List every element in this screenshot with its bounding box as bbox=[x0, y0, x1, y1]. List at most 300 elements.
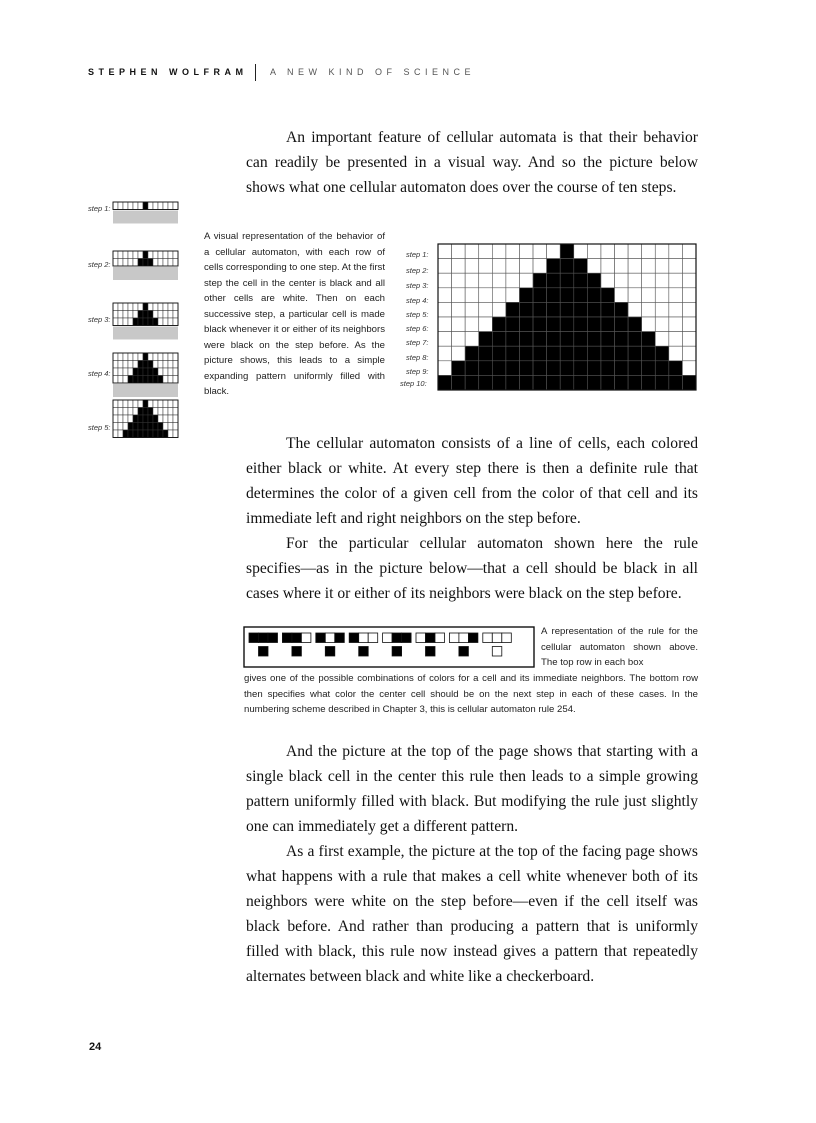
white-cell bbox=[173, 361, 178, 369]
white-cell bbox=[123, 303, 128, 311]
black-cell bbox=[465, 361, 479, 376]
black-cell bbox=[335, 633, 345, 643]
black-cell bbox=[587, 273, 601, 288]
black-cell bbox=[547, 259, 561, 274]
white-cell bbox=[128, 303, 133, 311]
white-cell bbox=[113, 251, 118, 259]
black-cell bbox=[492, 332, 506, 347]
white-cell bbox=[669, 332, 683, 347]
black-cell bbox=[615, 375, 629, 390]
rule-case-icon bbox=[416, 633, 445, 656]
black-cell bbox=[615, 361, 629, 376]
black-cell bbox=[587, 361, 601, 376]
evolution-grid bbox=[438, 244, 696, 390]
black-cell bbox=[492, 361, 506, 376]
white-cell bbox=[655, 273, 669, 288]
white-cell bbox=[655, 302, 669, 317]
white-cell bbox=[118, 353, 123, 361]
white-cell bbox=[113, 408, 118, 416]
black-cell bbox=[143, 251, 148, 259]
black-cell bbox=[138, 318, 143, 326]
body-rule-description bbox=[246, 431, 698, 606]
black-cell bbox=[492, 375, 506, 390]
black-cell bbox=[143, 408, 148, 416]
white-cell bbox=[123, 368, 128, 376]
black-cell bbox=[465, 375, 479, 390]
black-cell bbox=[143, 318, 148, 326]
black-cell bbox=[292, 633, 302, 643]
white-cell bbox=[438, 259, 452, 274]
black-cell bbox=[138, 423, 143, 431]
white-cell bbox=[655, 288, 669, 303]
white-cell bbox=[168, 408, 173, 416]
caption-evolution: A visual representation of the behavior of a cellular automaton, with each row of cells corresponding to one step. At the first step the cell in the center is black and all other cells are white. Then on each successive step, a particular cell is made black whenever it or either of its neighbors were black on the step before. As the picture shows, this leads to a simple expanding pattern uniformly filled with black. bbox=[204, 231, 385, 397]
white-cell bbox=[173, 202, 178, 210]
white-cell bbox=[153, 361, 158, 369]
white-cell bbox=[118, 408, 123, 416]
black-cell bbox=[574, 259, 588, 274]
white-cell bbox=[438, 346, 452, 361]
black-cell bbox=[655, 375, 669, 390]
black-cell bbox=[133, 376, 138, 384]
white-cell bbox=[465, 273, 479, 288]
white-cell bbox=[153, 251, 158, 259]
white-cell bbox=[682, 244, 696, 259]
black-cell bbox=[560, 273, 574, 288]
white-cell bbox=[173, 311, 178, 319]
rule-case-icon bbox=[483, 633, 512, 656]
white-cell bbox=[173, 303, 178, 311]
rule-icons bbox=[244, 627, 534, 667]
white-cell bbox=[148, 251, 153, 259]
white-cell bbox=[465, 302, 479, 317]
white-cell bbox=[459, 633, 469, 643]
white-cell bbox=[128, 251, 133, 259]
black-cell bbox=[153, 368, 158, 376]
black-cell bbox=[128, 376, 133, 384]
black-cell bbox=[655, 361, 669, 376]
white-cell bbox=[615, 273, 629, 288]
white-cell bbox=[153, 259, 158, 267]
white-cell bbox=[138, 400, 143, 408]
white-cell bbox=[416, 633, 426, 643]
white-cell bbox=[168, 423, 173, 431]
black-cell bbox=[547, 273, 561, 288]
white-cell bbox=[113, 202, 118, 210]
white-cell bbox=[669, 288, 683, 303]
black-cell bbox=[519, 317, 533, 332]
result-black-cell bbox=[325, 647, 335, 657]
black-cell bbox=[143, 400, 148, 408]
black-cell bbox=[479, 332, 493, 347]
white-cell bbox=[479, 244, 493, 259]
white-cell bbox=[118, 376, 123, 384]
white-cell bbox=[173, 408, 178, 416]
black-cell bbox=[547, 346, 561, 361]
white-cell bbox=[492, 273, 506, 288]
black-cell bbox=[519, 346, 533, 361]
white-cell bbox=[173, 353, 178, 361]
rule-case-icon bbox=[383, 633, 412, 656]
white-cell bbox=[601, 259, 615, 274]
white-cell bbox=[118, 311, 123, 319]
black-cell bbox=[642, 361, 656, 376]
black-cell bbox=[574, 302, 588, 317]
white-cell bbox=[682, 332, 696, 347]
grid-step-label: step 2: bbox=[406, 266, 429, 275]
black-cell bbox=[574, 361, 588, 376]
white-cell bbox=[642, 259, 656, 274]
black-cell bbox=[519, 332, 533, 347]
white-cell bbox=[615, 244, 629, 259]
white-cell bbox=[118, 423, 123, 431]
white-cell bbox=[615, 259, 629, 274]
white-cell bbox=[655, 332, 669, 347]
white-cell bbox=[148, 202, 153, 210]
white-cell bbox=[113, 430, 118, 438]
black-cell bbox=[158, 376, 163, 384]
white-cell bbox=[479, 288, 493, 303]
paragraph-rule-desc-1: The cellular automaton consists of a line of cells, each colored either black or white. At every step there is then a definite rule that determines the color of a given cell from the color of that cell and its immediate left and right neighbors on the step before. bbox=[246, 435, 698, 527]
white-cell bbox=[153, 408, 158, 416]
black-cell bbox=[547, 302, 561, 317]
black-cell bbox=[402, 633, 412, 643]
grid-step-label: step 8: bbox=[406, 353, 429, 362]
white-cell bbox=[682, 346, 696, 361]
black-cell bbox=[465, 346, 479, 361]
white-cell bbox=[123, 202, 128, 210]
white-cell bbox=[133, 311, 138, 319]
white-cell bbox=[123, 353, 128, 361]
black-cell bbox=[669, 375, 683, 390]
white-cell bbox=[173, 251, 178, 259]
black-cell bbox=[133, 318, 138, 326]
black-cell bbox=[547, 317, 561, 332]
white-cell bbox=[163, 259, 168, 267]
white-cell bbox=[587, 244, 601, 259]
black-cell bbox=[249, 633, 259, 643]
white-cell bbox=[168, 311, 173, 319]
margin-step-label: step 5: bbox=[88, 423, 111, 432]
white-cell bbox=[113, 376, 118, 384]
black-cell bbox=[642, 346, 656, 361]
margin-step-picture bbox=[113, 353, 178, 397]
white-cell bbox=[113, 415, 118, 423]
result-black-cell bbox=[259, 647, 269, 657]
white-cell bbox=[642, 244, 656, 259]
white-cell bbox=[301, 633, 311, 643]
black-cell bbox=[547, 361, 561, 376]
black-cell bbox=[506, 346, 520, 361]
white-cell bbox=[163, 318, 168, 326]
white-cell bbox=[118, 202, 123, 210]
black-cell bbox=[148, 368, 153, 376]
black-cell bbox=[143, 423, 148, 431]
black-cell bbox=[143, 361, 148, 369]
white-cell bbox=[168, 415, 173, 423]
black-cell bbox=[519, 361, 533, 376]
white-cell bbox=[601, 244, 615, 259]
white-cell bbox=[519, 259, 533, 274]
white-cell bbox=[153, 303, 158, 311]
black-cell bbox=[259, 633, 269, 643]
white-cell bbox=[113, 423, 118, 431]
black-cell bbox=[138, 408, 143, 416]
black-cell bbox=[587, 375, 601, 390]
black-cell bbox=[492, 346, 506, 361]
black-cell bbox=[392, 633, 402, 643]
grid-step-label: step 6: bbox=[406, 324, 429, 333]
black-cell bbox=[547, 375, 561, 390]
black-cell bbox=[138, 415, 143, 423]
white-cell bbox=[438, 244, 452, 259]
black-cell bbox=[138, 361, 143, 369]
black-cell bbox=[123, 430, 128, 438]
black-cell bbox=[642, 375, 656, 390]
black-cell bbox=[655, 346, 669, 361]
black-cell bbox=[479, 361, 493, 376]
margin-step-label: step 4: bbox=[88, 369, 111, 378]
white-cell bbox=[492, 259, 506, 274]
white-cell bbox=[133, 361, 138, 369]
black-cell bbox=[148, 318, 153, 326]
white-cell bbox=[118, 361, 123, 369]
grid-step-label: step 4: bbox=[406, 296, 429, 305]
white-cell bbox=[133, 353, 138, 361]
black-cell bbox=[426, 633, 436, 643]
black-cell bbox=[533, 317, 547, 332]
black-cell bbox=[574, 288, 588, 303]
white-cell bbox=[118, 318, 123, 326]
white-cell bbox=[506, 244, 520, 259]
white-cell bbox=[383, 633, 393, 643]
black-cell bbox=[601, 332, 615, 347]
white-cell bbox=[118, 303, 123, 311]
white-cell bbox=[133, 259, 138, 267]
margin-step-picture bbox=[113, 303, 178, 340]
white-cell bbox=[123, 376, 128, 384]
black-cell bbox=[682, 375, 696, 390]
black-cell bbox=[148, 423, 153, 431]
white-cell bbox=[438, 302, 452, 317]
grid-step-label: step 7: bbox=[406, 338, 429, 347]
black-cell bbox=[628, 346, 642, 361]
white-cell bbox=[168, 430, 173, 438]
result-black-cell bbox=[392, 647, 402, 657]
white-cell bbox=[163, 353, 168, 361]
black-cell bbox=[133, 423, 138, 431]
black-cell bbox=[560, 288, 574, 303]
white-cell bbox=[173, 423, 178, 431]
body-outcome bbox=[246, 739, 698, 989]
next-step-shade bbox=[113, 211, 178, 224]
white-cell bbox=[128, 408, 133, 416]
black-cell bbox=[143, 415, 148, 423]
white-cell bbox=[158, 251, 163, 259]
white-cell bbox=[655, 259, 669, 274]
white-cell bbox=[173, 376, 178, 384]
black-cell bbox=[533, 346, 547, 361]
black-cell bbox=[148, 259, 153, 267]
black-cell bbox=[143, 376, 148, 384]
white-cell bbox=[438, 361, 452, 376]
black-cell bbox=[533, 288, 547, 303]
white-cell bbox=[682, 361, 696, 376]
white-cell bbox=[452, 244, 466, 259]
next-step-shade bbox=[113, 267, 178, 280]
black-cell bbox=[574, 375, 588, 390]
white-cell bbox=[128, 311, 133, 319]
black-cell bbox=[587, 302, 601, 317]
header-author: STEPHEN WOLFRAM bbox=[88, 67, 248, 77]
black-cell bbox=[148, 430, 153, 438]
white-cell bbox=[479, 302, 493, 317]
caption-rule-bottom: gives one of the possible combinations of colors for a cell and its immediate neighbors. The bottom row then specifies what color the center cell should be on the next step in each of these cases. In the numbering scheme described in Chapter 3, this is cellular automaton rule 254. bbox=[244, 673, 698, 715]
black-cell bbox=[560, 346, 574, 361]
white-cell bbox=[173, 430, 178, 438]
black-cell bbox=[133, 368, 138, 376]
black-cell bbox=[153, 415, 158, 423]
black-cell bbox=[533, 332, 547, 347]
black-cell bbox=[148, 376, 153, 384]
black-cell bbox=[506, 317, 520, 332]
white-cell bbox=[601, 273, 615, 288]
black-cell bbox=[492, 317, 506, 332]
paragraph-example: As a first example, the picture at the top of the facing page shows what happens with a rule that makes a cell white whenever both of its neighbors were white on the step before—even if the cell itself was black before. And rather than producing a pattern that is uniformly filled with black, this rule now instead gives a pattern that repeatedly alternates between black and white like a checkerboard. bbox=[246, 843, 698, 985]
black-cell bbox=[547, 288, 561, 303]
black-cell bbox=[560, 375, 574, 390]
white-cell bbox=[669, 273, 683, 288]
white-cell bbox=[163, 368, 168, 376]
black-cell bbox=[560, 302, 574, 317]
white-cell bbox=[158, 303, 163, 311]
black-cell bbox=[519, 288, 533, 303]
white-cell bbox=[153, 202, 158, 210]
white-cell bbox=[479, 259, 493, 274]
black-cell bbox=[282, 633, 292, 643]
white-cell bbox=[123, 361, 128, 369]
white-cell bbox=[163, 303, 168, 311]
white-cell bbox=[123, 311, 128, 319]
black-cell bbox=[138, 259, 143, 267]
black-cell bbox=[574, 332, 588, 347]
black-cell bbox=[628, 317, 642, 332]
white-cell bbox=[158, 202, 163, 210]
black-cell bbox=[574, 317, 588, 332]
white-cell bbox=[168, 376, 173, 384]
black-cell bbox=[153, 376, 158, 384]
white-cell bbox=[118, 259, 123, 267]
white-cell bbox=[153, 400, 158, 408]
black-cell bbox=[601, 375, 615, 390]
white-cell bbox=[669, 346, 683, 361]
white-cell bbox=[465, 288, 479, 303]
white-cell bbox=[574, 244, 588, 259]
black-cell bbox=[153, 318, 158, 326]
white-cell bbox=[123, 318, 128, 326]
white-cell bbox=[163, 361, 168, 369]
black-cell bbox=[138, 430, 143, 438]
paragraph-rule-desc-2: For the particular cellular automaton shown here the rule specifies—as in the picture below—that a cell should be black in all cases where it or either of its neighbors were black on the step before. bbox=[246, 535, 698, 602]
white-cell bbox=[669, 244, 683, 259]
caption-rule-top: A representation of the rule for the cellular automaton shown above. The top row in each box bbox=[541, 626, 698, 668]
white-cell bbox=[158, 259, 163, 267]
result-black-cell bbox=[292, 647, 302, 657]
black-cell bbox=[587, 332, 601, 347]
white-cell bbox=[492, 302, 506, 317]
white-cell bbox=[163, 423, 168, 431]
white-cell bbox=[168, 303, 173, 311]
black-cell bbox=[138, 311, 143, 319]
next-step-shade bbox=[113, 327, 178, 340]
black-cell bbox=[138, 376, 143, 384]
white-cell bbox=[325, 633, 335, 643]
white-cell bbox=[669, 317, 683, 332]
black-cell bbox=[268, 633, 278, 643]
white-cell bbox=[158, 415, 163, 423]
black-cell bbox=[547, 332, 561, 347]
black-cell bbox=[479, 375, 493, 390]
black-cell bbox=[128, 430, 133, 438]
black-cell bbox=[138, 368, 143, 376]
white-cell bbox=[168, 259, 173, 267]
white-cell bbox=[118, 430, 123, 438]
white-cell bbox=[533, 259, 547, 274]
black-cell bbox=[438, 375, 452, 390]
white-cell bbox=[138, 353, 143, 361]
white-cell bbox=[153, 311, 158, 319]
white-cell bbox=[479, 317, 493, 332]
white-cell bbox=[168, 202, 173, 210]
white-cell bbox=[628, 302, 642, 317]
white-cell bbox=[173, 259, 178, 267]
white-cell bbox=[519, 244, 533, 259]
black-cell bbox=[506, 332, 520, 347]
white-cell bbox=[449, 633, 459, 643]
black-cell bbox=[587, 317, 601, 332]
black-cell bbox=[479, 346, 493, 361]
white-cell bbox=[158, 400, 163, 408]
white-cell bbox=[113, 353, 118, 361]
white-cell bbox=[113, 368, 118, 376]
white-cell bbox=[642, 317, 656, 332]
white-cell bbox=[133, 408, 138, 416]
black-cell bbox=[143, 353, 148, 361]
black-cell bbox=[615, 332, 629, 347]
white-cell bbox=[138, 202, 143, 210]
black-cell bbox=[148, 415, 153, 423]
rule-case-icon bbox=[316, 633, 345, 656]
white-cell bbox=[628, 259, 642, 274]
black-cell bbox=[587, 288, 601, 303]
black-cell bbox=[533, 273, 547, 288]
white-cell bbox=[682, 317, 696, 332]
black-cell bbox=[533, 375, 547, 390]
black-cell bbox=[601, 317, 615, 332]
white-cell bbox=[113, 318, 118, 326]
white-cell bbox=[682, 273, 696, 288]
white-cell bbox=[438, 273, 452, 288]
rule-case-icon bbox=[349, 633, 378, 656]
white-cell bbox=[655, 317, 669, 332]
paragraph-intro: An important feature of cellular automata is that their behavior can readily be presented in a visual way. And so the picture below shows what one cellular automaton does over the course of ten steps. bbox=[246, 129, 698, 196]
grid-step-label: step 10: bbox=[400, 379, 427, 388]
black-cell bbox=[452, 375, 466, 390]
black-cell bbox=[349, 633, 359, 643]
white-cell bbox=[123, 259, 128, 267]
white-cell bbox=[148, 303, 153, 311]
black-cell bbox=[148, 311, 153, 319]
